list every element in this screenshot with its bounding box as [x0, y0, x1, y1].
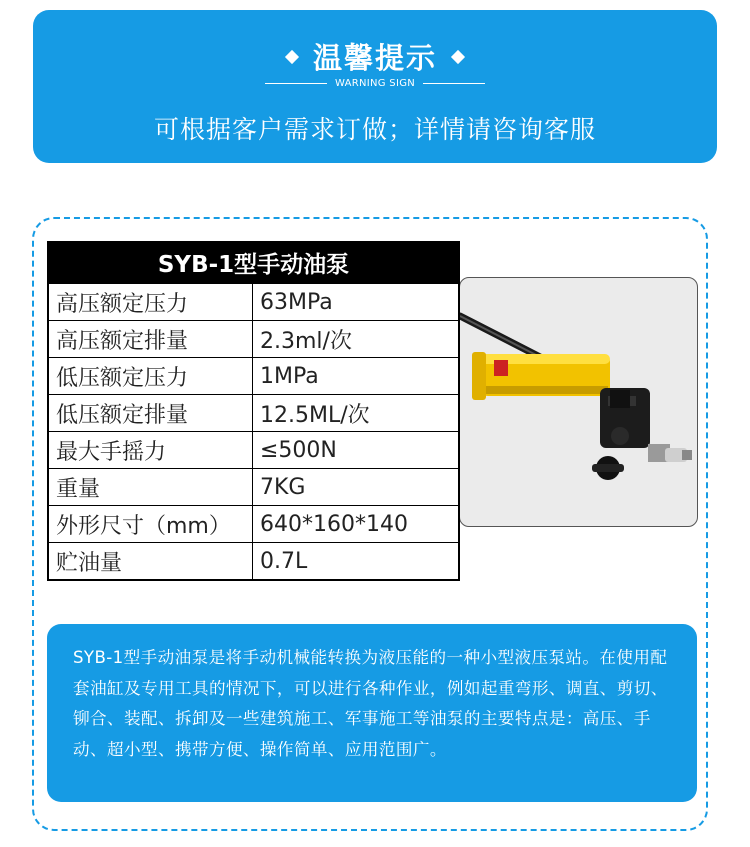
banner-title-row — [33, 36, 717, 77]
diamond-icon — [285, 49, 299, 63]
description-box — [47, 624, 697, 802]
spec-value: 12.5ML/次 — [253, 395, 460, 432]
spec-value: 7KG — [253, 469, 460, 506]
description-text: SYB-1型手动油泵是将手动机械能转换为液压能的一种小型液压泵站。在使用配套油缸及专用工具的情况下，可以进行各种作业，例如起重弯形、调直、剪切、铆合、装配、拆卸及一些建筑施工、军事施工等油泵的主要特点是：高压、手动、超小型、携带方便、操作简单、应用范围广。 — [73, 648, 668, 759]
divider — [423, 83, 485, 84]
spec-label: 高压额定压力 — [48, 283, 253, 321]
spec-table-header — [48, 242, 459, 283]
table-row — [48, 506, 459, 543]
banner-subtitle: WARNING SIGN — [334, 78, 416, 89]
diamond-icon — [451, 49, 465, 63]
table-row — [48, 469, 459, 506]
spec-label: 低压额定压力 — [48, 358, 253, 395]
table-row — [48, 358, 459, 395]
banner-title: 温馨提示 — [312, 41, 437, 75]
table-row — [48, 432, 459, 469]
spec-label: 外形尺寸（mm） — [48, 506, 253, 543]
spec-label: 低压额定排量 — [48, 395, 253, 432]
spec-value: 0.7L — [253, 543, 460, 581]
spec-value: 1MPa — [253, 358, 460, 395]
spec-value: 640*160*140 — [253, 506, 460, 543]
hydraulic-hand-pump-photo-icon — [460, 278, 698, 527]
table-row — [48, 321, 459, 358]
product-photo — [459, 277, 698, 527]
spec-label: 最大手摇力 — [48, 432, 253, 469]
spec-table — [47, 241, 460, 581]
banner-subtitle-row — [33, 78, 717, 89]
banner-note: 可根据客户需求订做；详情请咨询客服 — [153, 115, 596, 144]
spec-table-title: SYB-1型手动油泵 — [48, 242, 459, 283]
table-row — [48, 543, 459, 581]
spec-value: ≤500N — [253, 432, 460, 469]
divider — [265, 83, 327, 84]
spec-value: 63MPa — [253, 283, 460, 321]
spec-label: 重量 — [48, 469, 253, 506]
spec-value: 2.3ml/次 — [253, 321, 460, 358]
spec-label: 贮油量 — [48, 543, 253, 581]
table-row — [48, 283, 459, 321]
spec-label: 高压额定排量 — [48, 321, 253, 358]
warning-banner — [33, 10, 717, 163]
table-row — [48, 395, 459, 432]
